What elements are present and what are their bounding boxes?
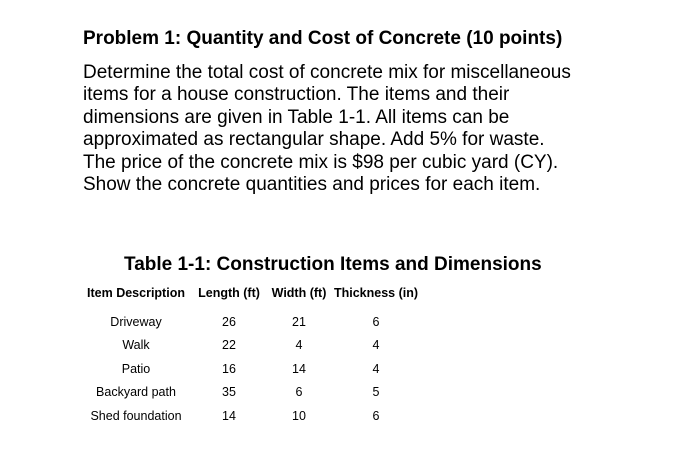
table-title: Table 1-1: Construction Items and Dimensions [124, 254, 542, 275]
table-row [82, 334, 422, 358]
header-item-description: Item Description [87, 286, 185, 300]
cell-item: Patio [121, 361, 151, 376]
cell-thickness: 4 [372, 338, 380, 353]
header-thickness: Thickness (in) [333, 286, 419, 300]
dimensions-table [82, 286, 422, 428]
cell-length: 16 [222, 361, 236, 376]
table-header-row [82, 286, 422, 310]
cell-item: Walk [122, 338, 150, 353]
description-line: approximated as rectangular shape. Add 5% for waste. [83, 129, 545, 151]
cell-item: Shed foundation [90, 408, 182, 423]
cell-length: 35 [222, 385, 236, 400]
header-width: Width (ft) [271, 286, 327, 300]
description-line: The price of the concrete mix is $98 per cubic yard (CY). [83, 151, 559, 173]
cell-width: 4 [295, 338, 303, 353]
cell-length: 14 [222, 408, 236, 423]
cell-length: 26 [222, 314, 236, 329]
cell-thickness: 6 [372, 314, 380, 329]
problem-title: Problem 1: Quantity and Cost of Concrete (10 points) [83, 28, 563, 49]
cell-width: 10 [292, 408, 306, 423]
header-length: Length (ft) [198, 286, 260, 300]
description-line: dimensions are given in Table 1-1. All items can be [83, 106, 510, 128]
cell-width: 21 [292, 314, 306, 329]
description-line: Determine the total cost of concrete mix for miscellaneous [83, 62, 571, 83]
table-row [82, 310, 422, 334]
description-line: Show the concrete quantities and prices for each item. [83, 174, 541, 196]
cell-thickness: 5 [372, 385, 380, 400]
cell-width: 6 [295, 385, 303, 400]
cell-item: Driveway [110, 314, 162, 329]
cell-width: 14 [292, 361, 306, 376]
description-line: items for a house construction. The items and their [83, 84, 510, 106]
cell-item: Backyard path [96, 385, 176, 400]
table-row [82, 357, 422, 381]
problem-description [83, 62, 683, 196]
cell-thickness: 4 [372, 361, 380, 376]
table-row [82, 381, 422, 405]
cell-thickness: 6 [372, 408, 380, 423]
table-row [82, 404, 422, 428]
cell-length: 22 [222, 338, 236, 353]
